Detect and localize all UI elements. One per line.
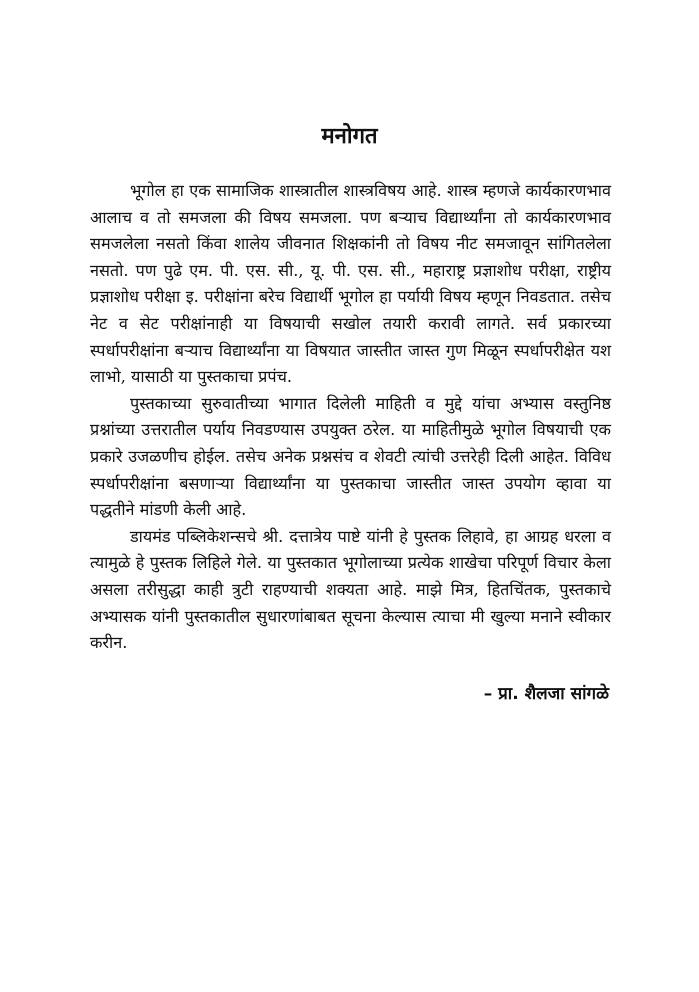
paragraph-acknowledgement: डायमंड पब्लिकेशन्सचे श्री. दत्तात्रेय पाष्टे यांनी हे पुस्तक लिहावे, हा आग्रह धरला व त्यामुळे हे पुस्तक लिहिले गेले. या पुस्तकात भूगोलाच्या प्रत्येक शाखेचा परिपूर्ण विचार केला असला तरीसुद्धा काही त्रुटी राहण्याची शक्यता आहे. माझे मित्र, हितचिंतक, पुस्तकाचे अभ्यासक यांनी पुस्तकातील सुधारणांबाबत सूचना केल्यास त्याचा मी खुल्या मनाने स्वीकार करीन.: [90, 526, 611, 653]
page-title: मनोगत: [321, 124, 378, 149]
author-signature: – प्रा. शैलजा सांगळे: [483, 684, 609, 704]
paragraph-intro: भूगोल हा एक सामाजिक शास्त्रातील शास्त्रविषय आहे. शास्त्र म्हणजे कार्यकारणभाव आलाच व तो समजला की विषय समजला. पण बऱ्याच विद्यार्थ्यांना तो कार्यकारणभाव समजलेला नसतो किंवा शालेय जीवनात शिक्षकांनी तो विषय नीट समजावून सांगितलेला नसतो. पण पुढे एम. पी. एस. सी., यू. पी. एस. सी., महाराष्ट्र प्रज्ञाशोध परीक्षा, राष्ट्रीय प्रज्ञाशोध परीक्षा इ. परीक्षांना बरेच विद्यार्थी भूगोल हा पर्यायी विषय म्हणून निवडतात. तसेच नेट व सेट परीक्षांनाही या विषयाची सखोल तयारी करावी लागते. सर्व प्रकारच्या स्पर्धापरीक्षांना बऱ्याच विद्यार्थ्यांना या विषयात जास्तीत जास्त गुण मिळून स्पर्धापरीक्षेत यश लाभो, यासाठी या पुस्तकाचा प्रपंच.: [90, 181, 611, 387]
preface-body: [90, 178, 611, 657]
paragraph-book-content: पुस्तकाच्या सुरुवातीच्या भागात दिलेली माहिती व मुद्दे यांचा अभ्यास वस्तुनिष्ठ प्रश्नांच्या उत्तरातील पर्याय निवडण्यास उपयुक्त ठरेल. या माहितीमुळे भूगोल विषयाची एक प्रकारे उजळणीच होईल. तसेच अनेक प्रश्नसंच व शेवटी त्यांची उत्तरेही दिली आहेत. विविध स्पर्धापरीक्षांना बसणाऱ्या विद्यार्थ्यांना या पुस्तकाचा जास्तीत जास्त उपयोग व्हावा या पद्धतीने मांडणी केली आहे.: [90, 393, 611, 520]
